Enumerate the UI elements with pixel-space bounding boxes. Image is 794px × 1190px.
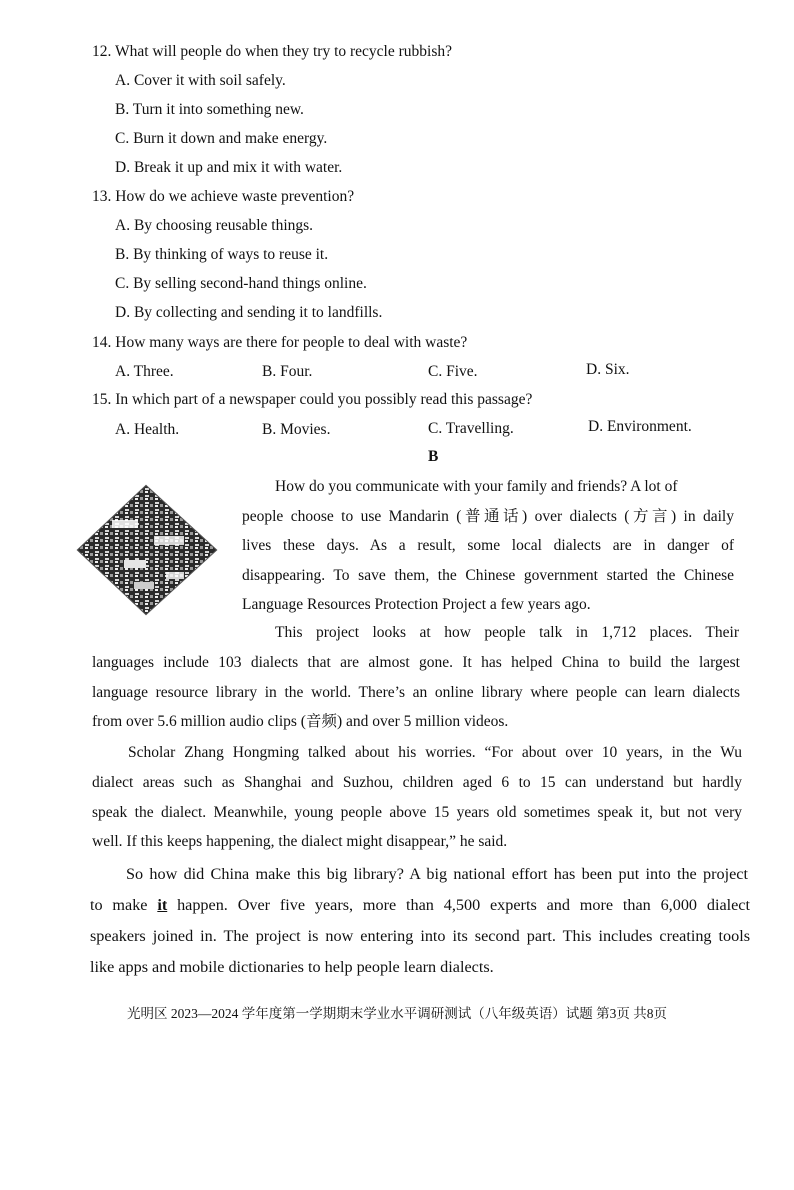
question-13-stem: 13. How do we achieve waste prevention?	[92, 188, 355, 205]
p2-line-3: language resource library in the world. There’s an online library where people can learn dialects	[92, 683, 740, 701]
p4-line-2-before: to make	[90, 896, 148, 914]
p4-line-4: like apps and mobile dictionaries to help people learn dialects.	[90, 958, 494, 976]
p2-line-2: languages include 103 dialects that are almost gone. It has helped China to build the largest	[92, 654, 740, 671]
q14-option-a: A. Three.	[115, 363, 174, 380]
p2-line-4: from over 5.6 million audio clips (音频) and over 5 million videos.	[92, 713, 509, 730]
q12-option-d: D. Break it up and mix it with water.	[115, 159, 343, 176]
section-b-label: B	[428, 448, 439, 465]
p1-line-3: lives these days. As a result, some local dialects are in danger of	[242, 537, 734, 554]
dialect-words-diamond-image	[74, 480, 224, 618]
question-12-stem: 12. What will people do when they try to recycle rubbish?	[92, 43, 452, 60]
p3-line-1: Scholar Zhang Hongming talked about his worries. “For about over 10 years, in the Wu	[128, 744, 742, 761]
p4-line-3: speakers joined in. The project is now entering into its second part. This includes creating tools	[90, 927, 750, 945]
q13-option-a: A. By choosing reusable things.	[115, 217, 314, 234]
passage-paragraph-4	[90, 890, 750, 983]
q14-option-c: C. Five.	[428, 363, 478, 380]
p1-line-4: disappearing. To save them, the Chinese government started the Chinese	[242, 566, 734, 584]
q12-option-a: A. Cover it with soil safely.	[115, 72, 286, 89]
q12-option-b: B. Turn it into something new.	[115, 101, 304, 118]
p1-line-2: people choose to use Mandarin (普通话) over dialects (方言) in daily	[242, 507, 734, 525]
p4-line-1: So how did China make this big library? A big national effort has been put into the project	[126, 865, 748, 883]
q15-option-d: D. Environment.	[588, 418, 692, 435]
q13-option-d: D. By collecting and sending it to landfills.	[115, 304, 383, 321]
passage-paragraph-3	[92, 768, 742, 857]
underlined-word-it: it	[157, 896, 168, 914]
question-14-stem: 14. How many ways are there for people to deal with waste?	[92, 334, 468, 351]
question-15-stem: 15. In which part of a newspaper could you possibly read this passage?	[92, 391, 533, 408]
p3-line-4: well. If this keeps happening, the dialect might disappear,” he said.	[92, 833, 508, 850]
page-footer: 光明区 2023—2024 学年度第一学期期末学业水平调研测试（八年级英语）试题 第3页 共8页	[127, 1006, 667, 1021]
passage-paragraph-2-first-line	[275, 618, 739, 648]
p4-line-2	[90, 890, 750, 921]
p4-line-2-after: happen. Over five years, more than 4,500 experts and more than 6,000 dialect	[177, 896, 750, 914]
q15-option-c: C. Travelling.	[428, 420, 514, 437]
q12-option-c: C. Burn it down and make energy.	[115, 130, 328, 147]
p1-line-1: How do you communicate with your family and friends? A lot of	[275, 478, 678, 495]
passage-paragraph-2	[92, 648, 740, 737]
q13-option-c: C. By selling second-hand things online.	[115, 275, 367, 292]
passage-paragraph-1	[242, 472, 734, 620]
passage-paragraph-4-first-line	[126, 859, 748, 890]
p3-line-2: dialect areas such as Shanghai and Suzhou, children aged 6 to 15 can understand but hardly	[92, 774, 742, 791]
p1-line-5: Language Resources Protection Project a few years ago.	[242, 596, 591, 613]
q14-option-b: B. Four.	[262, 363, 313, 380]
q13-option-b: B. By thinking of ways to reuse it.	[115, 246, 329, 263]
p2-line-1: This project looks at how people talk in 1,712 places. Their	[275, 624, 739, 641]
q15-option-b: B. Movies.	[262, 421, 331, 438]
passage-paragraph-3-first-line	[128, 738, 742, 768]
q15-option-a: A. Health.	[115, 421, 180, 438]
q14-option-d: D. Six.	[586, 361, 630, 378]
p3-line-3: speak the dialect. Meanwhile, young people above 15 years old sometimes speak it, but not very	[92, 803, 742, 821]
